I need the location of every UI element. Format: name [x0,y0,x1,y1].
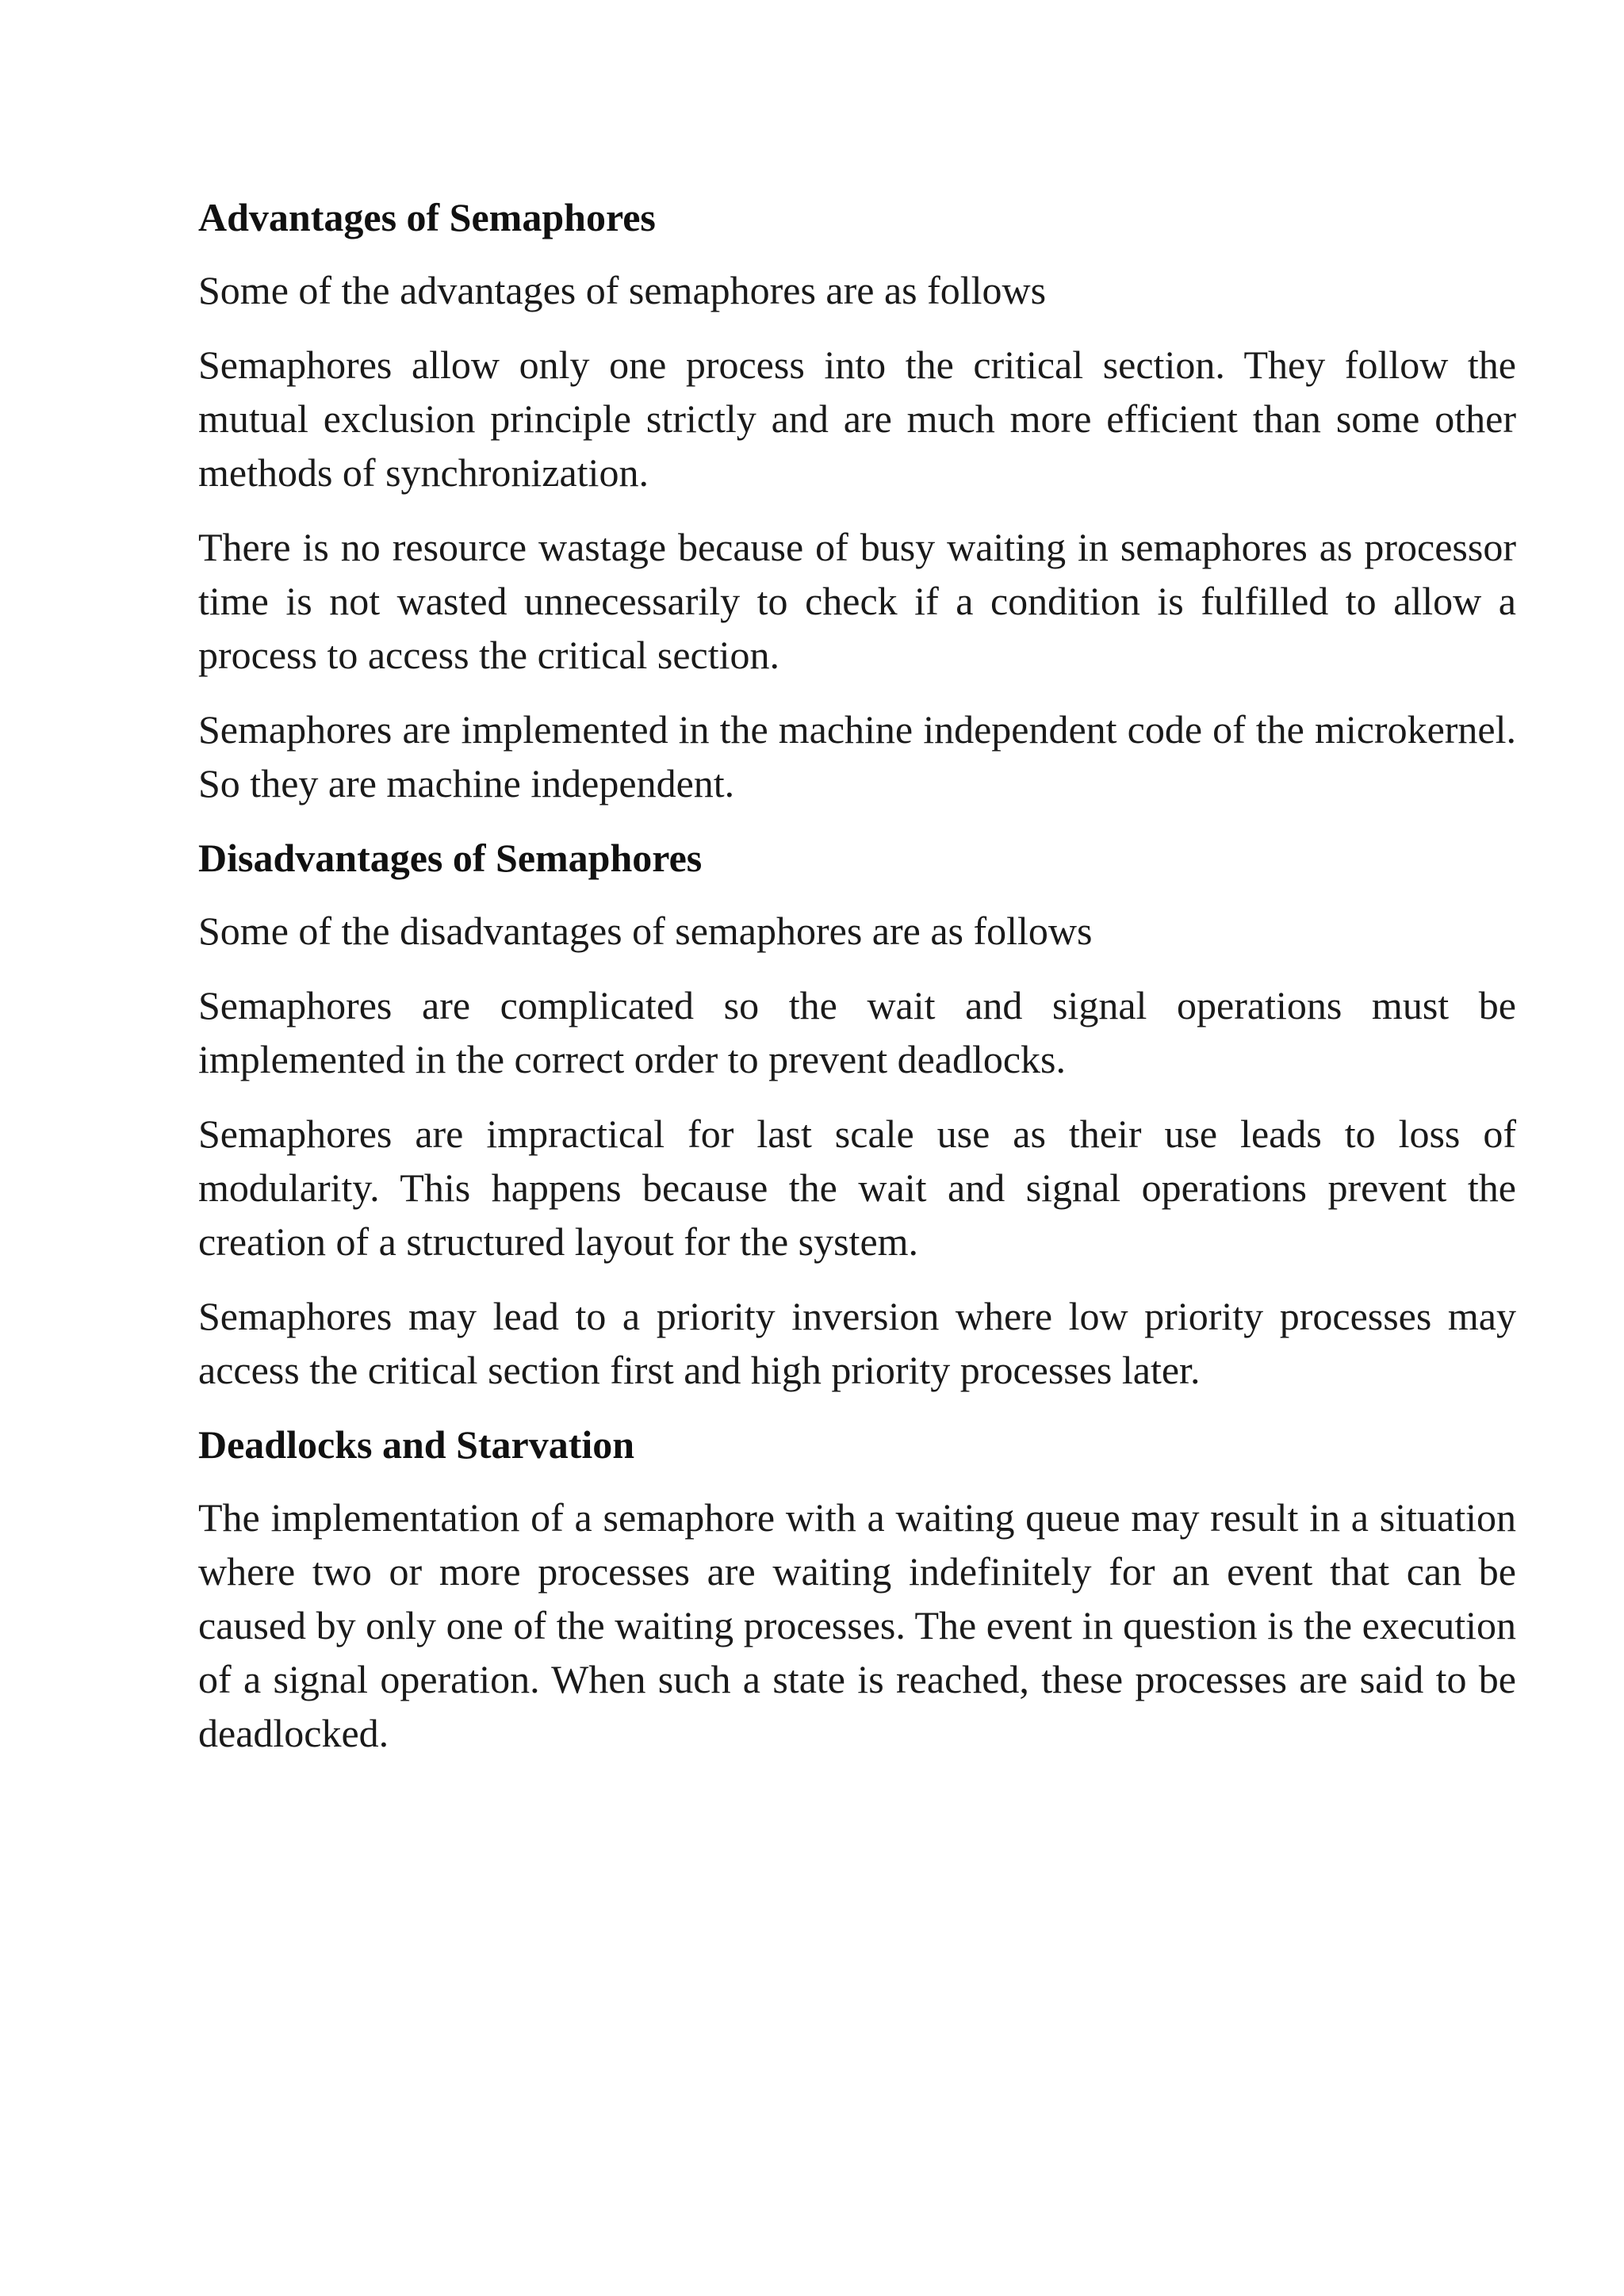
section-advantages [198,190,1516,810]
paragraph: Semaphores are impractical for last scale use as their use leads to loss of modularity. This happens because the wait and signal operations prevent the creation of a structured layout for the system. [198,1112,1516,1264]
section-heading: Deadlocks and Starvation [198,1422,635,1467]
section-heading: Advantages of Semaphores [198,195,656,239]
paragraph: Semaphores may lead to a priority inversion where low priority processes may access the critical section first and high priority processes later. [198,1294,1516,1392]
paragraph: Semaphores are complicated so the wait and signal operations must be implemented in the correct order to prevent deadlocks. [198,983,1516,1081]
section-disadvantages [198,831,1516,1397]
paragraph: There is no resource wastage because of busy waiting in semaphores as processor time is not wasted unnecessarily to check if a condition is fulfilled to allow a process to access the critical section. [198,525,1516,677]
paragraph: The implementation of a semaphore with a waiting queue may result in a situation where two or more processes are waiting indefinitely for an event that can be caused by only one of the waiting processes. The event in question is the execution of a signal operation. When such a state is reached, these processes are said to be deadlocked. [198,1495,1516,1755]
paragraph: Semaphores allow only one process into the critical section. They follow the mutual exclusion principle strictly and are much more efficient than some other methods of synchronization. [198,342,1516,495]
paragraph: Some of the advantages of semaphores are as follows [198,268,1047,312]
paragraph: Some of the disadvantages of semaphores are as follows [198,909,1093,953]
document-page [198,190,1516,1781]
paragraph: Semaphores are implemented in the machine independent code of the microkernel. So they are machine independent. [198,707,1516,806]
section-heading: Disadvantages of Semaphores [198,836,703,880]
section-deadlocks [198,1418,1516,1760]
